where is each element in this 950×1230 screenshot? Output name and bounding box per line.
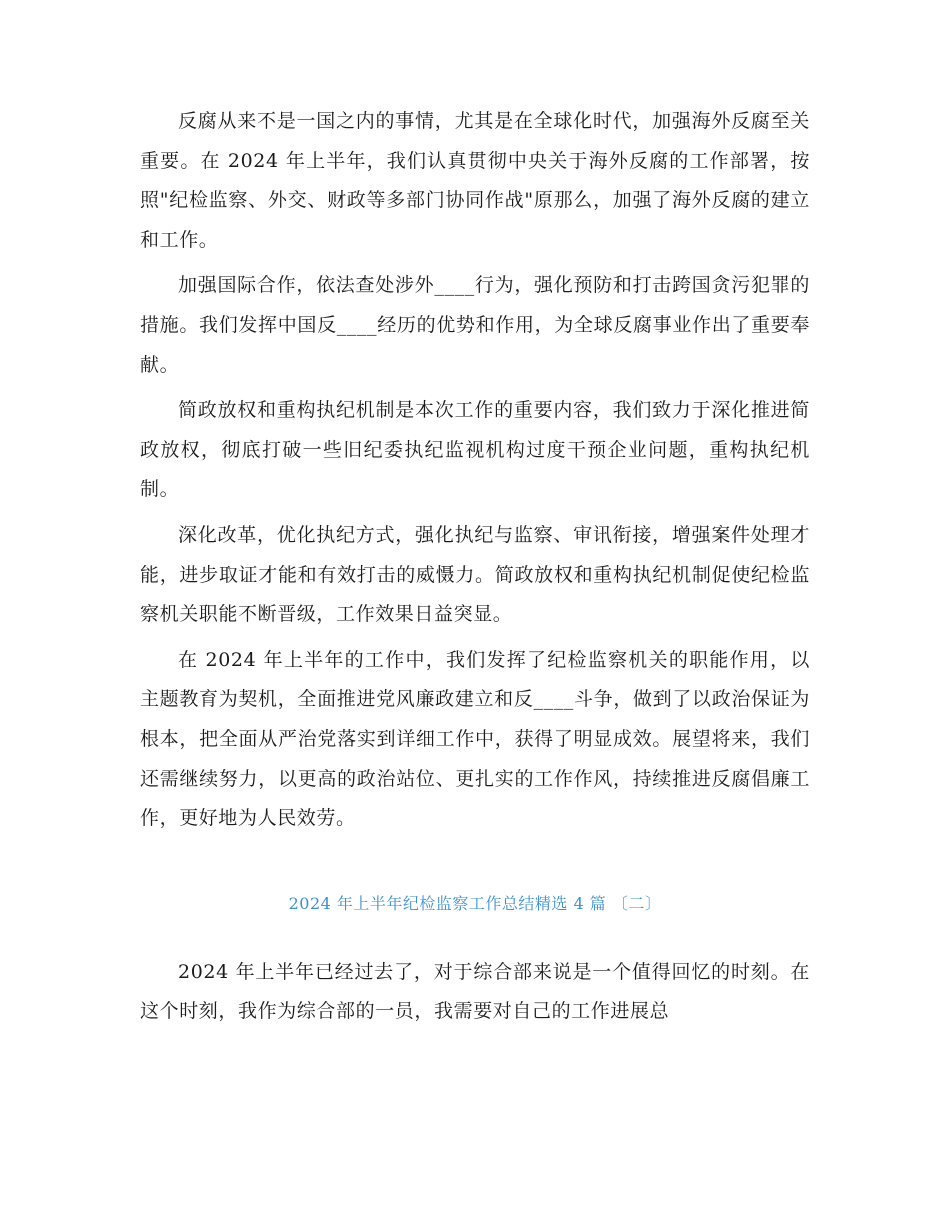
paragraph-general-department-intro: 2024 年上半年已经过去了，对于综合部来说是一个值得回忆的时刻。在这个时刻，我作为综合部的一员，我需要对自己的工作进展总 [140,960,810,1023]
section-heading: 2024 年上半年纪检监察工作总结精选 4 篇 〔二〕 [288,893,662,913]
document-body [140,102,810,1038]
paragraph-deepen-reform: 深化改革，优化执纪方式，强化执纪与监察、审讯衔接，增强案件处理才能，进步取证才能和有效打击的威慑力。简政放权和重构执纪机制促使纪检监察机关职能不断晋级，工作效果日益突显。 [140,523,810,626]
paragraph-half-year-summary: 在 2024 年上半年的工作中，我们发挥了纪检监察机关的职能作用，以主题教育为契机，全面推进党风廉政建立和反____斗争，做到了以政治保证为根本，把全面从严治党落实到详细工作中，获得了明显成效。展望将来，我们还需继续努力，以更高的政治站位、更扎实的工作作风，持续推进反腐倡廉工作，更好地为人民效劳。 [140,648,810,830]
paragraph-streamline-administration: 简政放权和重构执纪机制是本次工作的重要内容，我们致力于深化推进简政放权，彻底打破一些旧纪委执纪监视机构过度干预企业问题，重构执纪机制。 [140,399,810,501]
paragraph-overseas-anticorruption: 反腐从来不是一国之内的事情，尤其是在全球化时代，加强海外反腐至关重要。在 2024 年上半年，我们认真贯彻中央关于海外反腐的工作部署，按照"纪检监察、外交、财政等多部门协同作战"原那么，加强了海外反腐的建立和工作。 [140,110,810,251]
paragraph-international-cooperation: 加强国际合作，依法查处涉外____行为，强化预防和打击跨国贪污犯罪的措施。我们发挥中国反____经历的优势和作用，为全球反腐事业作出了重要奉献。 [140,274,810,376]
